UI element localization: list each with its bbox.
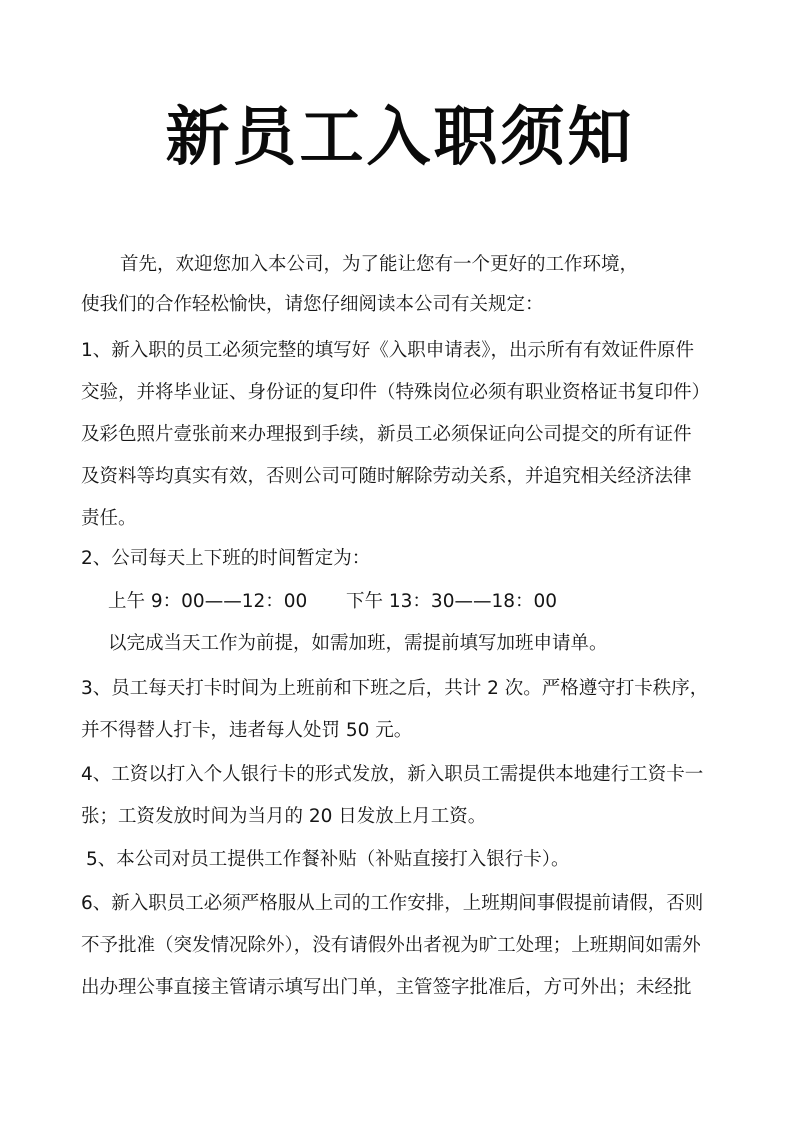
rule-1-line: 交验，并将毕业证、身份证的复印件（特殊岗位必须有职业资格证书复印件） [81,382,711,403]
rule-3-line: 并不得替人打卡，违者每人处罚 50 元。 [81,720,413,741]
rule-1-line: 及资料等均真实有效，否则公司可随时解除劳动关系，并追究相关经济法律 [81,466,692,487]
rule-6-line: 出办理公事直接主管请示填写出门单，主管签字批准后，方可外出；未经批 [81,977,692,998]
rule-1-line: 1、新入职的员工必须完整的填写好《入职申请表》，出示所有有效证件原件 [81,340,695,361]
rule-2-morning-hours: 上午 9：00——12：00 [108,591,308,612]
document-title: 新员工入职须知 [165,101,635,175]
rule-1-line: 责任。 [81,508,137,529]
rule-3-line: 3、员工每天打卡时间为上班前和下班之后，共计 2 次。严格遵守打卡秩序， [81,678,709,699]
rule-2-note: 以完成当天工作为前提，如需加班，需提前填写加班申请单。 [108,633,608,654]
rule-5-line: 5、本公司对员工提供工作餐补贴（补贴直接打入银行卡）。 [86,849,570,870]
intro-line: 使我们的合作轻松愉快，请您仔细阅读本公司有关规定： [81,294,544,315]
rule-1-line: 及彩色照片壹张前来办理报到手续，新员工必须保证向公司提交的所有证件 [81,424,692,445]
rule-2-afternoon-hours: 下午 13：30——18：00 [346,591,558,612]
rule-6-line: 6、新入职员工必须严格服从上司的工作安排，上班期间事假提前请假，否则 [81,893,704,914]
rule-4-line: 4、工资以打入个人银行卡的形式发放，新入职员工需提供本地建行工资卡一 [81,764,704,785]
intro-line: 首先，欢迎您加入本公司，为了能让您有一个更好的工作环境， [120,254,639,275]
rule-4-line: 张；工资发放时间为当月的 20 日发放上月工资。 [81,806,487,827]
rule-2-heading: 2、公司每天上下班的时间暂定为： [81,548,371,569]
rule-6-line: 不予批准（突发情况除外），没有请假外出者视为旷工处理；上班期间如需外 [81,935,701,956]
